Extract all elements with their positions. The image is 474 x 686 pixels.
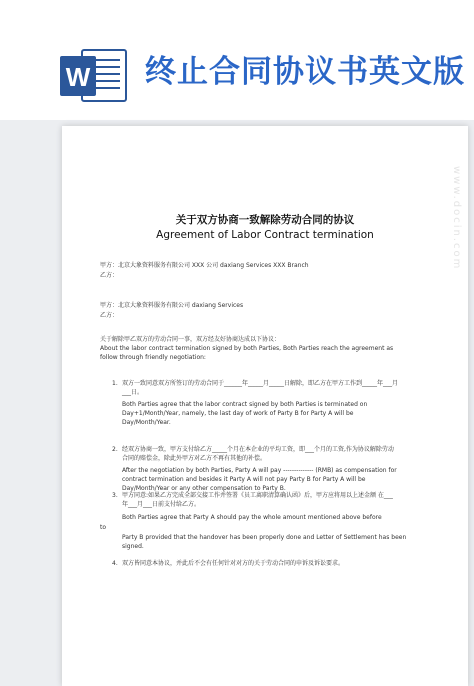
item-1-line: Both Parties agree that the labor contract signed by both Parties is terminated on — [122, 401, 368, 408]
item-2-line: Day/Month/Year or any other compensation to Party B. — [122, 485, 286, 492]
top-banner — [0, 0, 474, 120]
item-1-line: Day+1/Month/Year, namely, the last day of work of Party B for Party A will be — [122, 410, 354, 417]
item-2-line: After the negotiation by both Parties, Party A will pay -------------- (RMB) as compensation for — [122, 467, 397, 474]
party-a-line-1: 甲方：北京大象资料服务有限公司 XXX 公司 daxiang Services XXX Branch — [100, 262, 309, 269]
item-1-line: Day/Month/Year. — [122, 419, 171, 426]
party-b-line-2: 乙方： — [100, 312, 119, 319]
word-document-icon — [60, 48, 130, 103]
banner-title: 终止合同协议书英文版 — [145, 54, 465, 90]
document-page — [62, 126, 468, 686]
item-number: 4. — [112, 560, 118, 567]
item-3-to: to — [100, 524, 107, 531]
item-number: 1. — [112, 380, 118, 387]
item-3-line: Party B provided that the handover has been properly done and Letter of Settlement has been — [122, 534, 407, 541]
item-4-line: 双方皆同意本协议，并此后不会有任何针对对方的关于劳动合同的申诉及诉讼要求。 — [122, 560, 345, 567]
item-2-line: 经双方协商一致，甲方支付给乙方_____个月在本企业的平均工资，即___个月的工资,作为协议解除劳动 — [122, 446, 394, 453]
document-title-chinese: 关于双方协商一致解除劳动合同的协议 — [175, 214, 355, 226]
item-2-line: contract termination and besides it Party A will not pay Party B for Party A will be — [122, 476, 366, 483]
item-3-line: signed. — [122, 543, 144, 550]
party-a-line-2: 甲方：北京大象资料服务有限公司 daxiang Services — [100, 302, 244, 309]
word-icon-letter: W — [65, 62, 91, 92]
item-1-line: ___日。 — [122, 389, 144, 396]
item-3-line: Both Parties agree that Party A should pay the whole amount mentioned above before — [122, 514, 382, 521]
watermark: www.docin.com — [451, 166, 462, 271]
intro-line: 关于解除甲乙双方的劳动合同一事，双方经友好协商达成以下协议： — [100, 336, 281, 343]
intro-line: follow through friendly negotiation: — [100, 354, 206, 361]
item-number: 3. — [112, 492, 118, 499]
item-3-line: 甲方同意:如果乙方完成全部交接工作并签署《员工离职清算确认函》后，甲方应将用以上述金额 在___ — [122, 492, 393, 499]
item-2-line: 合同的赔偿金，除此外甲方对乙方不再有其他的补偿。 — [122, 455, 267, 462]
item-3-line: 年___月___日前支付给乙方。 — [122, 501, 201, 508]
document-title-english: Agreement of Labor Contract termination — [156, 229, 374, 241]
party-b-line-1: 乙方： — [100, 272, 119, 279]
item-1-line: 双方一致同意双方所签订的劳动合同于______年_____月_____日解除，即乙方在甲方工作到_____年___月 — [122, 380, 399, 387]
intro-line: About the labor contract termination signed by both Parties, Both Parties reach the agreement as — [100, 345, 394, 352]
item-number: 2. — [112, 446, 118, 453]
